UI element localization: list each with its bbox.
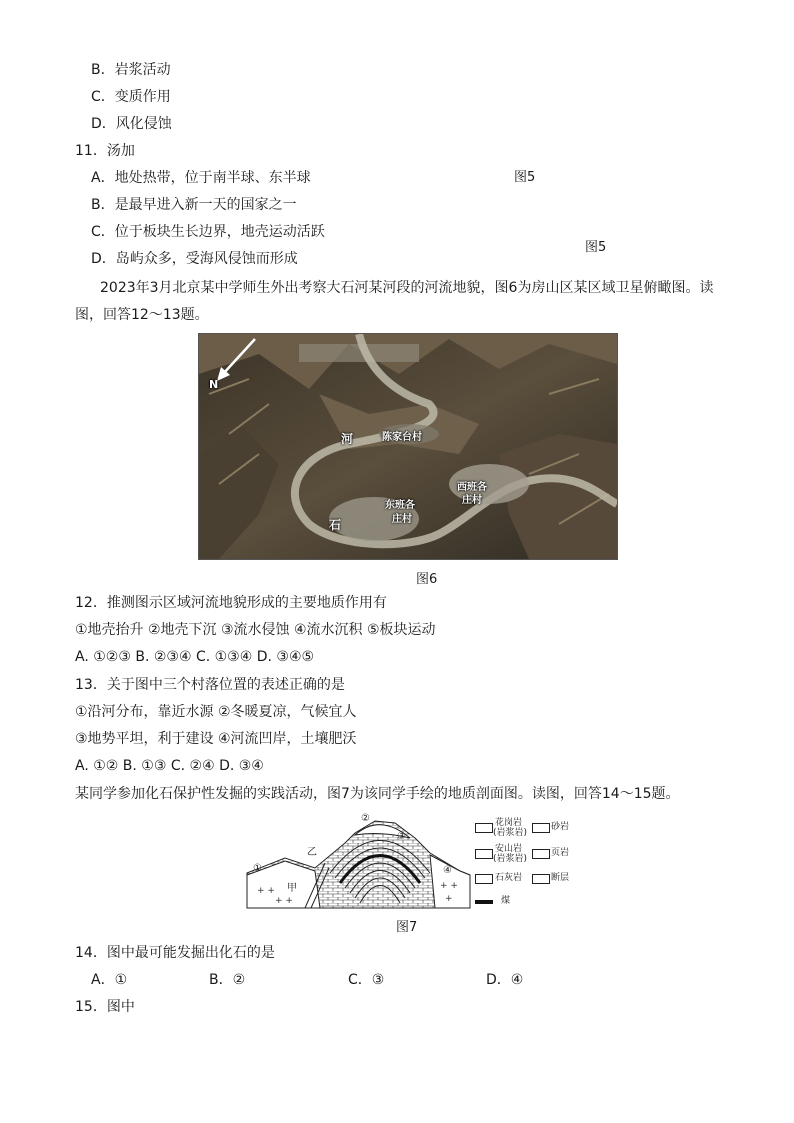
figure-6-caption: 图6 [416,572,438,587]
option-b: B．岩浆活动 [91,62,171,78]
figure-5-label: 图5 [514,170,536,185]
satellite-image [198,333,618,560]
intro-12-13-line1: 2023年3月北京某中学师生外出考察大石河某河段的河流地貌，图6为房山区某区域卫星俯瞰图。读 [100,280,714,296]
mark-2: ② [361,813,370,824]
legend-granite: 花岗岩 [495,818,523,828]
legend-andesite: 安山岩 [495,844,523,854]
question-11-stem: 11．汤加 [75,143,135,159]
intro-12-13-line2: 图，回答12～13题。 [75,307,209,323]
mark-jia: 甲 [287,883,297,894]
question-12-options: A. ①②③ B. ②③④ C. ①③④ D. ③④⑤ [75,649,315,665]
figure-5-label-2: 图5 [585,240,607,255]
intro-14-15: 某同学参加化石保护性发掘的实践活动，图7为该同学手绘的地质剖面图。读图，回答14～15题。 [75,786,680,802]
village-dongbange-2: 庄村 [392,514,412,525]
question-14-option-d: D．④ [486,972,524,988]
legend-swatch-shale [532,849,550,859]
question-14-stem: 14．图中最可能发掘出化石的是 [75,945,275,961]
mark-1: ① [253,863,262,874]
option-d: D．风化侵蚀 [91,116,172,132]
question-13-items-2: ③地势平坦，利于建设 ④河流凹岸，土壤肥沃 [75,731,357,747]
village-xibange-1: 西班各 [457,482,487,493]
question-13-stem: 13．关于图中三个村落位置的表述正确的是 [75,677,345,693]
village-xibange-2: 庄村 [462,495,482,506]
question-11-option-d: D．岛屿众多，受海风侵蚀而形成 [91,251,298,267]
geological-profile [245,813,575,913]
figure-7-caption: 图7 [396,920,418,935]
question-13-options: A. ①② B. ①③ C. ②④ D. ③④ [75,758,264,774]
river-label-shi: 石 [329,518,342,532]
river-label-he: 河 [341,432,354,446]
legend-andesite-sub: (岩浆岩) [493,854,528,864]
legend-swatch-limestone [475,874,493,884]
legend-coal: 煤 [501,896,511,906]
question-15-stem: 15．图中 [75,999,135,1015]
legend-swatch-coal [475,900,493,904]
question-11-option-c: C．位于板块生长边界，地壳运动活跃 [91,224,325,240]
question-14-option-b: B．② [209,972,246,988]
option-c: C．变质作用 [91,89,171,105]
legend-shale: 页岩 [551,848,570,858]
question-14-option-c: C．③ [348,972,385,988]
question-12-items: ①地壳抬升 ②地壳下沉 ③流水侵蚀 ④流水沉积 ⑤板块运动 [75,622,436,638]
north-indicator: N [209,378,219,391]
legend-granite-sub: (岩浆岩) [493,828,528,838]
svg-text:+ +: + + [257,886,275,896]
legend-fault: 断层 [551,873,570,883]
mark-4: ④ [443,865,452,876]
village-chenjiatai: 陈家台村 [382,432,422,443]
question-12-stem: 12．推测图示区域河流地貌形成的主要地质作用有 [75,595,387,611]
legend-swatch-granite [475,823,493,833]
legend-swatch-andesite [475,849,493,859]
question-11-option-b: B．是最早进入新一天的国家之一 [91,197,297,213]
legend-swatch-fault [532,874,550,884]
legend-swatch-sandstone [532,823,550,833]
legend-sandstone: 砂岩 [551,822,570,832]
question-13-items-1: ①沿河分布，靠近水源 ②冬暖夏凉，气候宜人 [75,704,357,720]
legend-limestone: 石灰岩 [495,873,523,883]
mark-yi: 乙 [307,847,317,858]
mark-3: ③ [397,831,406,842]
svg-text:+ +: + + [275,896,293,906]
satellite-terrain [199,334,617,559]
question-11-option-a: A．地处热带，位于南半球、东半球 [91,170,311,186]
village-dongbange-1: 东班各 [385,500,415,511]
svg-text:+ +: + + [440,881,458,891]
svg-text:+: + [445,894,453,904]
question-14-option-a: A．① [91,972,128,988]
